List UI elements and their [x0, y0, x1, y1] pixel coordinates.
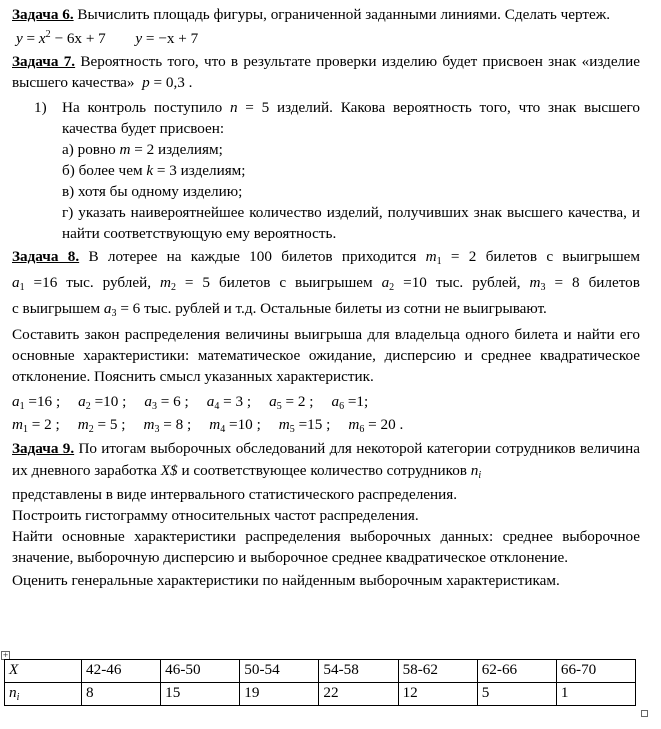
a-subscript: 4	[214, 401, 220, 412]
task8-a-values-line	[12, 390, 640, 413]
formula1-eq: =	[22, 30, 39, 47]
a-value-2	[78, 393, 126, 410]
a-value-text: = 2 ;	[281, 393, 314, 410]
a-subscript: 6	[339, 401, 345, 412]
task8-m1-value: = 2	[441, 248, 477, 265]
task8-line1-text-b: билетов с выигрышем	[476, 248, 640, 265]
a-symbol: a	[331, 393, 340, 410]
task7-sub-a-m: m	[119, 141, 131, 158]
a-subscript: 1	[19, 401, 25, 412]
task7-p-value: = 0,3	[149, 74, 185, 91]
task7-sub-b-text: б) более чем	[62, 162, 147, 179]
task7-p-symbol: p	[142, 74, 150, 91]
task7-item1	[34, 97, 640, 139]
task6-text: Вычислить площадь фигуры, ограниченной заданными линиями. Сделать чертеж.	[77, 6, 611, 23]
task9-text-b: и соответствующее количество сотрудников	[177, 462, 471, 479]
m-value-2	[78, 416, 126, 433]
formula1-power: 2	[45, 29, 51, 40]
task7-sub-d: г) указать наивероятнейшее количество изделий, получивших знак высшего качества, и найти соответствующую ему вероятность.	[62, 204, 640, 242]
m-symbol: m	[77, 416, 89, 433]
a-symbol: a	[144, 393, 152, 410]
task8-a2-value: =10	[394, 274, 427, 291]
m-subscript: 5	[289, 424, 295, 435]
task9-ni-symbol: n	[470, 462, 479, 479]
task8-m2-value: = 5	[175, 274, 211, 291]
task8-m1-sub: 1	[436, 256, 442, 267]
task8-line1-text-a: В лотерее на каждые 100 билетов приходится	[79, 248, 426, 265]
formula1-rest: − 6x + 7	[50, 30, 106, 47]
task8-title: Задача 8.	[12, 248, 80, 265]
task8-m1-symbol: m	[425, 248, 437, 265]
table-move-handle-icon[interactable]: +	[2, 651, 9, 659]
task8-a1-sub: 1	[19, 282, 25, 293]
m-value-1	[12, 416, 60, 433]
task8-line3	[12, 296, 640, 322]
task9-line3: Построить гистограмму относительных частот распределения.	[12, 507, 419, 524]
table-cell: 1	[556, 683, 635, 706]
table-cell: 54-58	[319, 660, 398, 683]
m-subscript: 1	[22, 424, 28, 435]
document-page	[12, 4, 640, 591]
table-header-x	[5, 660, 82, 683]
task7-sub-c: в) хотя бы одному изделию;	[62, 183, 243, 200]
m-value-text: =10 ;	[225, 416, 261, 433]
m-symbol: m	[348, 416, 360, 433]
task8-m3-sub: 3	[540, 282, 546, 293]
task7-sub-b-end: изделиям;	[176, 162, 246, 179]
a-value-text: =1;	[344, 393, 369, 410]
m-value-text: = 2 ;	[27, 416, 60, 433]
task8-block	[12, 244, 640, 436]
task6-formulas	[16, 29, 640, 49]
a-value-3	[144, 393, 188, 410]
task7-n-symbol: n	[229, 99, 238, 116]
a-value-text: = 6 ;	[156, 393, 189, 410]
task8-a2-symbol: a	[381, 274, 390, 291]
task7-list	[34, 97, 640, 244]
m-value-text: =15 ;	[294, 416, 331, 433]
table-cell: 22	[319, 683, 398, 706]
task8-a3-sub: 3	[111, 308, 117, 319]
a-subscript: 3	[151, 401, 157, 412]
task8-line3-text-a: с выигрышем	[12, 300, 104, 317]
task8-line2-text-b: билетов с выигрышем	[210, 274, 382, 291]
table-cell: 66-70	[556, 660, 635, 683]
task8-a2-sub: 2	[389, 282, 395, 293]
a-value-text: =16 ;	[24, 393, 61, 410]
a-value-text: =10 ;	[90, 393, 127, 410]
task7-sub-b-k: k	[146, 162, 154, 179]
task7-title: Задача 7.	[12, 53, 76, 70]
task6-paragraph	[12, 4, 640, 25]
task9-title: Задача 9.	[12, 440, 75, 457]
m-subscript: 4	[220, 424, 226, 435]
formula2-rest: = −x + 7	[142, 30, 199, 47]
table-row-counts	[5, 683, 636, 706]
a-value-5	[269, 393, 313, 410]
task8-line2	[12, 270, 640, 296]
task6-title: Задача 6.	[12, 6, 74, 23]
task7-n-value: = 5	[237, 99, 270, 116]
formula2-y: y	[135, 30, 143, 47]
task8-a1-symbol: a	[12, 274, 20, 291]
table-cell: 58-62	[398, 660, 477, 683]
table-cell: 50-54	[240, 660, 319, 683]
a-symbol: a	[269, 393, 277, 410]
a-value-6	[331, 393, 368, 410]
task9-line5: Оценить генеральные характеристики по найденным выборочным характеристикам.	[12, 572, 560, 589]
formula1-x: x	[38, 30, 46, 47]
task7-sub-a-text: а) ровно	[62, 141, 120, 158]
task7-p-end: .	[184, 74, 193, 91]
task8-a3-value: = 6	[116, 300, 141, 317]
table-header-ni-text: n	[9, 684, 17, 701]
task8-line3-text-b: тыс. рублей и т.д. Остальные билеты из сотни не выигрывают.	[140, 300, 547, 317]
task9-text-a: По итогам выборочных обследований для некоторой категории сотрудников величина их дневного заработка	[12, 440, 640, 479]
task8-line2-text-c: тыс. рублей,	[426, 274, 530, 291]
m-symbol: m	[12, 416, 23, 433]
task8-line2-text-d: билетов	[579, 274, 640, 291]
formula1-y: y	[16, 30, 23, 47]
table-cell: 15	[161, 683, 240, 706]
m-value-4	[209, 416, 261, 433]
m-value-text: = 5 ;	[93, 416, 126, 433]
task9-xs-symbol: X$	[160, 462, 178, 479]
a-value-4	[207, 393, 251, 410]
m-value-5	[279, 416, 331, 433]
table-cell: 46-50	[161, 660, 240, 683]
task9-line2: представлены в виде интервального статистического распределения.	[12, 486, 458, 503]
task8-paragraph2: Составить закон распределения величины выигрыша для владельца одного билета и найти его основные характеристики: математическое ожидание, дисперсию и среднее квадратическое отклонение. Пояснить смысл указанных характеристик.	[12, 326, 640, 385]
task7-sub-a-end: изделиям;	[154, 141, 223, 158]
m-subscript: 2	[88, 424, 94, 435]
table-cell: 12	[398, 683, 477, 706]
task8-m-values-line	[12, 413, 640, 436]
table-cell: 8	[82, 683, 161, 706]
m-symbol: m	[278, 416, 290, 433]
a-symbol: a	[12, 393, 20, 410]
distribution-table	[4, 659, 636, 706]
task9-line4: Найти основные характеристики распределения выборочных данных: среднее выборочное значение, выборочную дисперсию и выборочное среднее квадратическое отклонение.	[12, 528, 640, 566]
a-value-1	[12, 393, 60, 410]
m-value-6	[348, 416, 403, 433]
task7-item-number: 1)	[34, 99, 47, 116]
task9-block	[12, 438, 640, 591]
task8-m2-symbol: m	[159, 274, 171, 291]
task7-sub-b	[62, 160, 640, 181]
a-symbol: a	[78, 393, 86, 410]
task8-line2-text-a: тыс. рублей,	[57, 274, 160, 291]
table-header-ni	[5, 683, 82, 706]
task8-m2-sub: 2	[170, 282, 176, 293]
task8-m3-value: = 8	[545, 274, 580, 291]
m-subscript: 3	[154, 424, 160, 435]
table-resize-handle[interactable]	[641, 710, 648, 717]
task8-m3-symbol: m	[529, 274, 541, 291]
m-subscript: 6	[359, 424, 365, 435]
m-symbol: m	[143, 416, 155, 433]
a-value-text: = 3 ;	[219, 393, 252, 410]
table-row-intervals	[5, 660, 636, 683]
task7-sub-a-value: = 2	[130, 141, 155, 158]
m-value-text: = 20 .	[364, 416, 404, 433]
task8-a1-value: =16	[24, 274, 58, 291]
table-header-x-text: X	[9, 661, 19, 678]
task7-paragraph	[12, 51, 640, 93]
task7-sub-a	[62, 139, 640, 160]
table-cell: 19	[240, 683, 319, 706]
m-symbol: m	[209, 416, 221, 433]
task8-line1	[12, 244, 640, 270]
task9-line1	[12, 438, 640, 482]
task7-sub-b-value: = 3	[153, 162, 177, 179]
m-value-3	[144, 416, 192, 433]
task8-a3-symbol: a	[103, 300, 112, 317]
task8-values	[12, 390, 640, 436]
a-subscript: 5	[276, 401, 282, 412]
table-cell: 5	[477, 683, 556, 706]
a-subscript: 2	[85, 401, 91, 412]
m-value-text: = 8 ;	[159, 416, 192, 433]
table-header-ni-sub: i	[16, 692, 20, 703]
task7-text: Вероятность того, что в результате проверки изделию будет присвоен знак «изделие высшего качества»	[12, 53, 641, 91]
table-cell: 42-46	[82, 660, 161, 683]
task7-item-text-b: изделий. Какова вероятность того, что знак высшего качества будет присвоен:	[62, 99, 640, 137]
task9-ni-sub: i	[478, 470, 482, 481]
task7-item-text-a: На контроль поступило	[62, 99, 230, 116]
a-symbol: a	[206, 393, 215, 410]
table-cell: 62-66	[477, 660, 556, 683]
